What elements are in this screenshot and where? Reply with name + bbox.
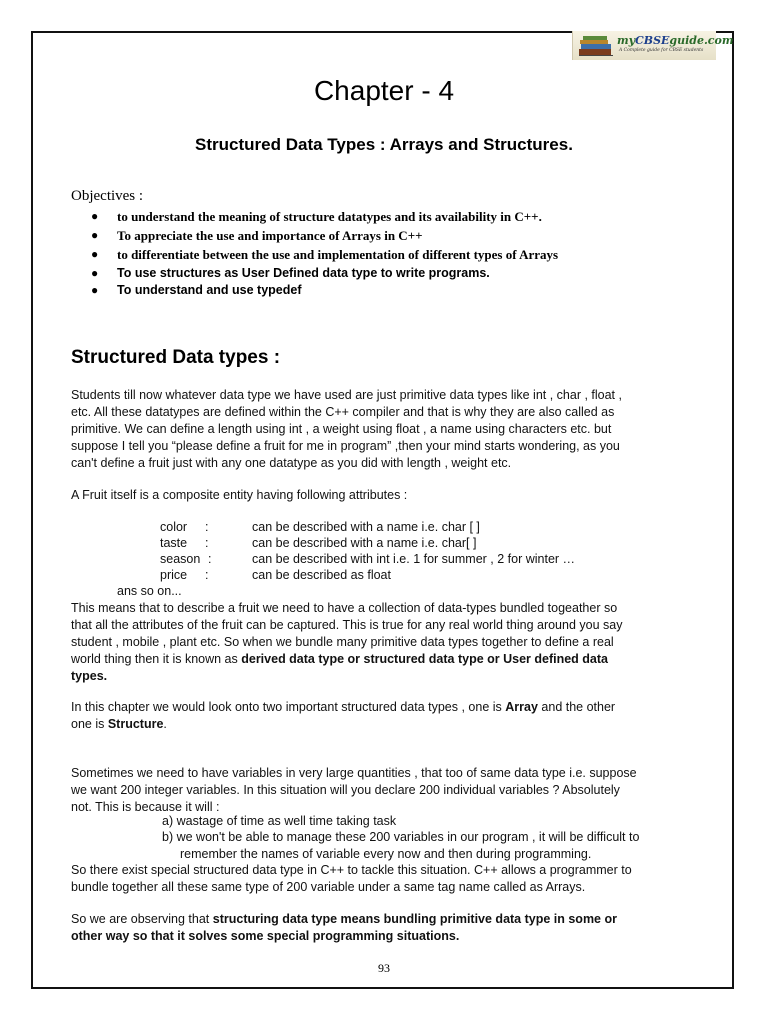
paragraph-line [71, 716, 723, 733]
paragraph-line: So there exist special structured data type in C++ to tackle this situation. C++ allows a programmer to [71, 863, 632, 877]
attribute-name: price [160, 568, 188, 582]
logo-suffix: guide.com [669, 34, 734, 47]
paragraph-line: primitive. We can define a length using int , a weight using float , a name using characters etc. but [71, 422, 612, 436]
fruit-intro: A Fruit itself is a composite entity having following attributes : [71, 488, 408, 502]
attribute-description: can be described with int i.e. 1 for summer , 2 for winter … [252, 552, 576, 566]
objective-text: To appreciate the use and importance of Arrays in C++ [117, 228, 423, 243]
reason-a: a) wastage of time as well time taking task [162, 814, 397, 828]
observation-emphasis: structuring data type means bundling primitive data type in some or [212, 912, 617, 926]
focus-text: In this chapter we would look onto two important structured data types , one is [71, 700, 506, 714]
logo-brand: CBSE [635, 34, 670, 47]
paragraph-line: suppose I tell you “please define a fruit for me in program” ,then your mind starts wondering, as you [71, 439, 620, 453]
chapter-subtitle: Structured Data Types : Arrays and Structures. [195, 135, 573, 154]
section-heading: Structured Data types : [71, 347, 281, 368]
paragraph-line: can't define a fruit just with any one datatype as you did with length , weight etc. [71, 456, 512, 470]
observation-emphasis: other way so that it solves some special programming situations. [71, 929, 460, 943]
attribute-separator: : [205, 536, 209, 550]
list-item [71, 208, 731, 227]
bullet-icon: ● [91, 266, 99, 280]
bullet-icon: ● [91, 247, 99, 261]
paragraph-line: Students till now whatever data type we have used are just primitive data types like int , char , float , [71, 388, 622, 402]
array-keyword: Array [505, 700, 538, 714]
paragraph-line: Sometimes we need to have variables in very large quantities , that too of same data type i.e. suppose [71, 766, 637, 780]
bullet-icon: ● [91, 283, 99, 297]
paragraph-line: that all the attributes of the fruit can be captured. This is true for any real world thing around you say [71, 618, 623, 632]
objective-text: To use structures as User Defined data type to write programs. [117, 266, 490, 280]
objective-text: to differentiate between the use and implementation of different types of Arrays [117, 247, 559, 262]
objective-text: To understand and use typedef [117, 283, 302, 297]
intro-paragraph [71, 387, 723, 472]
attribute-description: can be described as float [252, 568, 391, 582]
list-item [71, 246, 731, 265]
site-logo [572, 31, 734, 60]
reason-b-line1: b) we won't be able to manage these 200 variables in our program , it will be difficult to [162, 830, 640, 844]
solution-paragraph [71, 862, 723, 896]
attribute-separator: : [205, 568, 209, 582]
list-item [71, 282, 731, 301]
logo-prefix: my [617, 34, 636, 47]
observation-paragraph [71, 911, 723, 945]
paragraph-line [71, 699, 723, 716]
list-item [71, 227, 731, 246]
paragraph-line: etc. All these datatypes are defined within the C++ compiler and that is why they are also called as [71, 405, 615, 419]
observation-plain: So we are observing that [71, 912, 213, 926]
derived-emphasis-end: types. [71, 669, 108, 683]
attribute-name: color [160, 520, 188, 534]
chapter-focus-paragraph [71, 699, 723, 733]
paragraph-line: bundle together all these same type of 200 variable under a same tag name called as Arrays. [71, 880, 586, 894]
paragraph-line [71, 928, 723, 945]
bullet-icon: ● [91, 228, 99, 242]
attribute-description: can be described with a name i.e. char[ ] [252, 536, 477, 550]
objectives-heading: Objectives : [71, 188, 144, 204]
reason-b-line2: remember the names of variable every now and then during programming. [180, 847, 592, 861]
paragraph-line [71, 911, 723, 928]
attribute-separator: : [208, 552, 212, 566]
paragraph-line: not. This is because it will : [71, 800, 220, 814]
focus-text: and the other [537, 700, 616, 714]
logo-wordmark [617, 34, 733, 47]
attribute-name: taste [160, 536, 188, 550]
paragraph-line: we want 200 integer variables. In this situation will you declare 200 individual variables ? Absolutely [71, 783, 620, 797]
list-item [71, 265, 731, 282]
paragraph-line [71, 668, 723, 685]
derived-plain: world thing then it is known as [71, 652, 242, 666]
chapter-title: Chapter - 4 [313, 75, 455, 106]
paragraph-line: student , mobile , plant etc. So when we bundle many primitive data types together to define a real [71, 635, 614, 649]
structure-keyword: Structure [107, 717, 164, 731]
arrays-paragraph [71, 765, 723, 816]
paragraph-line [71, 651, 723, 668]
derived-emphasis: derived data type or structured data type or User defined data [241, 652, 608, 666]
attribute-name: season [160, 552, 201, 566]
focus-text: . [163, 717, 167, 731]
ans-so-on: ans so on... [117, 584, 182, 598]
objective-text: to understand the meaning of structure datatypes and its availability in C++. [117, 209, 542, 224]
derived-paragraph [71, 600, 723, 685]
bullet-icon: ● [91, 209, 99, 223]
paragraph-line: This means that to describe a fruit we need to have a collection of data-types bundled togeather so [71, 601, 618, 615]
focus-text: one is [71, 717, 108, 731]
attribute-description: can be described with a name i.e. char [ ] [252, 520, 480, 534]
logo-tagline: A Complete guide for CBSE students [619, 48, 704, 53]
books-logo-icon [577, 34, 615, 57]
objectives-list [71, 208, 731, 301]
page-number: 93 [378, 961, 390, 975]
attribute-separator: : [205, 520, 209, 534]
